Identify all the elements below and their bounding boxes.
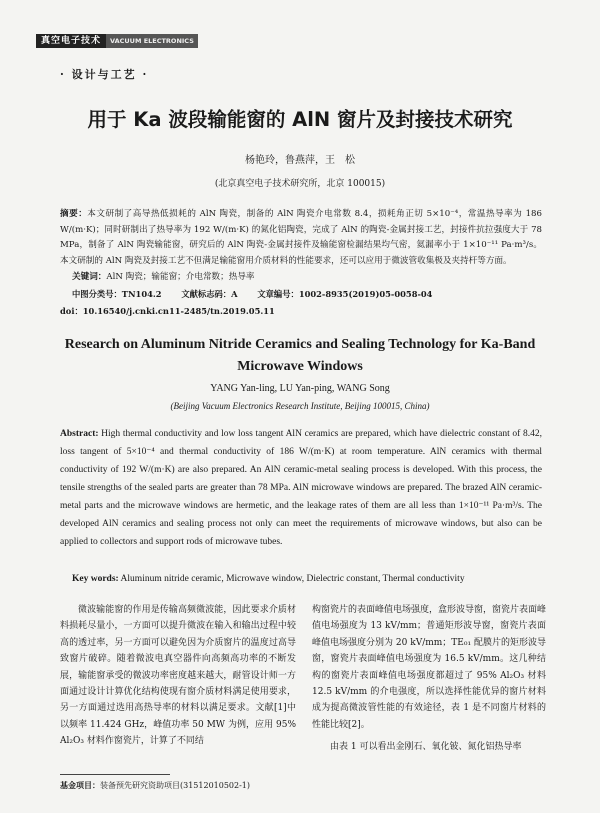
body-right-paragraph-1: 构窗瓷片的表面峰值电场强度，盒形波导窗，窗瓷片表面峰值电场强度为 13 kV/mm；普通矩形波导窗，窗瓷片表面峰值电场强度分别为 20 kV/mm；TE₀₁ 配膜片的矩形波导窗，窗瓷片表面峰值电场强度为 16.5 kV/mm。这几种结构的窗瓷片表面峰值电场强度都超过了 95% Al₂O₃ 材料 12.5 kV/mm 的介电强度，所以选择性能优异的窗片材料成为提高微波管性能的有效途径，表 1 是不同窗片材料的性能比较[2]。 — [312, 605, 547, 730]
funding-text: 装备预先研究资助项目(31512010502-1) — [100, 781, 251, 790]
abstract-en-label: Abstract: — [60, 429, 99, 439]
abstract-cn-label: 摘要： — [60, 209, 88, 219]
funding-note — [60, 780, 250, 791]
authors-en: YANG Yan-ling, LU Yan-ping, WANG Song — [210, 383, 390, 394]
keywords-en-label: Key words: — [72, 574, 119, 584]
paper-title-cn: 用于 Ka 波段输能窗的 AlN 窗片及封接技术研究 — [87, 108, 513, 131]
section-label: · 设计与工艺 · — [60, 68, 149, 81]
abstract-en-text: High thermal conductivity and low loss tangent AlN ceramics are prepared, which have dielectric constant of 8.42, loss tangent of 5×10⁻⁴ and thermal conductivity of 186 W/(m·K) at room temperature. AlN ceramics with thermal conductivity of 192 W/(m·K) are also prepared. An AlN ceramic-metal sealing process is developed. With this process, the tensile strengths of the sealed parts are greater than 78 MPa. AlN microwave windows are prepared. The brazed AlN ceramic-metal parts and the microwave windows are hermetic, and the leakage rates of them are all less than 1×10⁻¹¹ Pa·m³/s. The developed AlN ceramics and sealing process not only can meet the requirements of microwave windows, but also can be applied to collectors and support rods of microwave tubes. — [60, 429, 542, 547]
footnote-rule — [60, 774, 170, 775]
keywords-cn-label: 关键词： — [72, 272, 107, 282]
keywords-cn-text: AlN 陶瓷；输能窗；介电常数；热导率 — [106, 272, 255, 282]
clc-number: 中图分类号：TN104.2 — [72, 289, 162, 299]
keywords-en — [72, 574, 465, 584]
body-right-paragraph-2: 由表 1 可以看出金刚石、氧化铍、氮化铝热导率 — [330, 742, 522, 753]
article-number: 文章编号：1002-8935(2019)05-0058-04 — [257, 289, 433, 299]
affiliation-cn: (北京真空电子技术研究所，北京 100015) — [214, 179, 386, 189]
body-right-column — [312, 602, 546, 756]
keywords-en-text: Aluminum nitride ceramic, Microwave window, Dielectric constant, Thermal conductivity — [118, 574, 465, 584]
funding-label: 基金项目： — [60, 780, 100, 790]
doi: doi：10.16540/j.cnki.cn11-2485/tn.2019.05.11 — [60, 306, 275, 316]
authors-cn: 杨艳玲，鲁燕萍，王 松 — [245, 155, 355, 166]
journal-header-bar — [36, 34, 208, 48]
journal-name-en: VACUUM ELECTRONICS — [106, 34, 198, 48]
document-code: 文献标志码：A — [181, 289, 238, 299]
abstract-cn — [60, 207, 542, 269]
keywords-cn — [72, 270, 255, 282]
body-left-column: 微波输能窗的作用是传输高频微波能，因此要求介质材料损耗尽量小，一方面可以提升微波在输入和输出过程中较高的透过率，另一方面可以避免因为介质窗片的温度过高导致窗片破碎。随着微波电真空器件向高频高功率的不断发展，输能窗承受的微波功率密度越来越大，耐管设计师一方面通过设计计算优化结构使现有窗介质材料满足使用要求，另一方面通过选用高热导率的材料以满足要求。文献[1]中以频率 11.424 GHz，峰值功率 50 MW 为例，应用 95% Al₂O₃ 材料作窗瓷片，计算了不同结 — [60, 605, 296, 747]
abstract-en — [60, 425, 542, 551]
paper-title-en: Research on Aluminum Nitride Ceramics and Sealing Technology for Ka-Band Microwave Windows — [64, 337, 536, 374]
abstract-cn-text: 本文研制了高导热低损耗的 AlN 陶瓷，制备的 AlN 陶瓷介电常数 8.4，损耗角正切 5×10⁻⁴，常温热导率为 186 W/(m·K)；同时研制出了热导率为 192 W/(m·K) 的氮化铝陶瓷，完成了 AlN 的陶瓷-金属封接工艺，封接件抗拉强度大于 78 MPa，制备了 AlN 陶瓷输能窗，研究后的 AlN 陶瓷-金属封接件及输能窗检漏结果均气密，氦漏率小于 1×10⁻¹¹ Pa·m³/s。本文研制的 AlN 陶瓷及封接工艺不但满足输能窗用介质材料的性能要求，还可以应用于微波管收集极及夹持杆等方面。 — [60, 209, 542, 266]
affiliation-en: (Beijing Vacuum Electronics Research Institute, Beijing 100015, China) — [170, 401, 430, 411]
classification-line — [72, 288, 432, 300]
journal-name-cn: 真空电子技术 — [36, 34, 106, 48]
